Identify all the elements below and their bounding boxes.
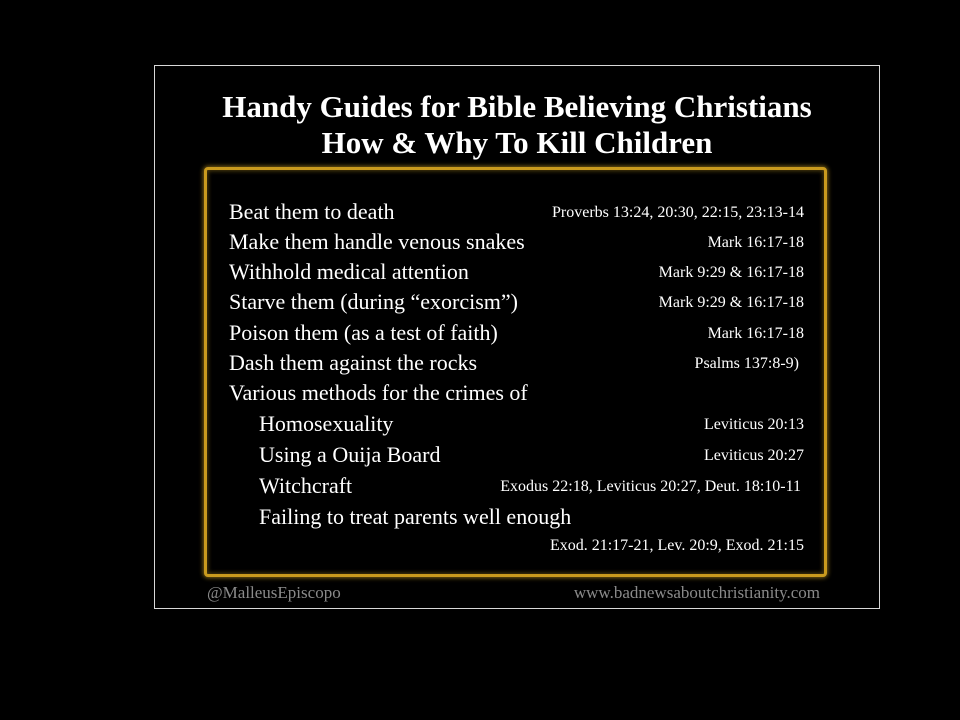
method-text: Withhold medical attention [229,259,469,284]
scripture-ref: Exodus 22:18, Leviticus 20:27, Deut. 18:10-11 [500,478,801,495]
scripture-ref: Mark 16:17-18 [707,234,804,251]
method-text: Failing to treat parents well enough [259,504,572,529]
scripture-ref: Mark 9:29 & 16:17-18 [658,294,804,311]
method-row [207,440,824,470]
method-row [207,348,824,378]
method-row [207,227,824,257]
slide-card [154,65,880,609]
method-row [207,318,824,348]
method-row [207,502,824,532]
method-text: Beat them to death [229,199,395,224]
method-text: Dash them against the rocks [229,350,478,375]
method-row [207,197,824,227]
method-text: Witchcraft [259,473,353,498]
method-row [207,471,824,501]
method-row [207,409,824,439]
method-text: Homosexuality [259,411,394,436]
footer-handle: @MalleusEpiscopo [207,583,341,602]
method-row [207,530,824,560]
method-row [207,378,824,408]
title-line-2: How & Why To Kill Children [321,125,713,160]
scripture-ref: Proverbs 13:24, 20:30, 22:15, 23:13-14 [552,204,804,221]
scripture-ref: Leviticus 20:27 [704,447,804,464]
methods-panel [204,167,827,577]
method-row [207,257,824,287]
method-text: Starve them (during “exorcism”) [229,289,518,314]
method-text: Various methods for the crimes of [229,380,528,405]
method-text: Poison them (as a test of faith) [229,320,498,345]
method-row [207,287,824,317]
footer-website: www.badnewsaboutchristianity.com [573,583,820,602]
title-line-1: Handy Guides for Bible Believing Christians [222,89,812,124]
scripture-ref: Mark 9:29 & 16:17-18 [658,264,804,281]
method-text: Using a Ouija Board [259,442,441,467]
scripture-ref: Mark 16:17-18 [707,325,804,342]
scripture-ref: Exod. 21:17-21, Lev. 20:9, Exod. 21:15 [549,537,804,554]
scripture-ref: Leviticus 20:13 [704,416,804,433]
scripture-ref: Psalms 137:8-9) [694,355,799,372]
method-text: Make them handle venous snakes [229,229,525,254]
